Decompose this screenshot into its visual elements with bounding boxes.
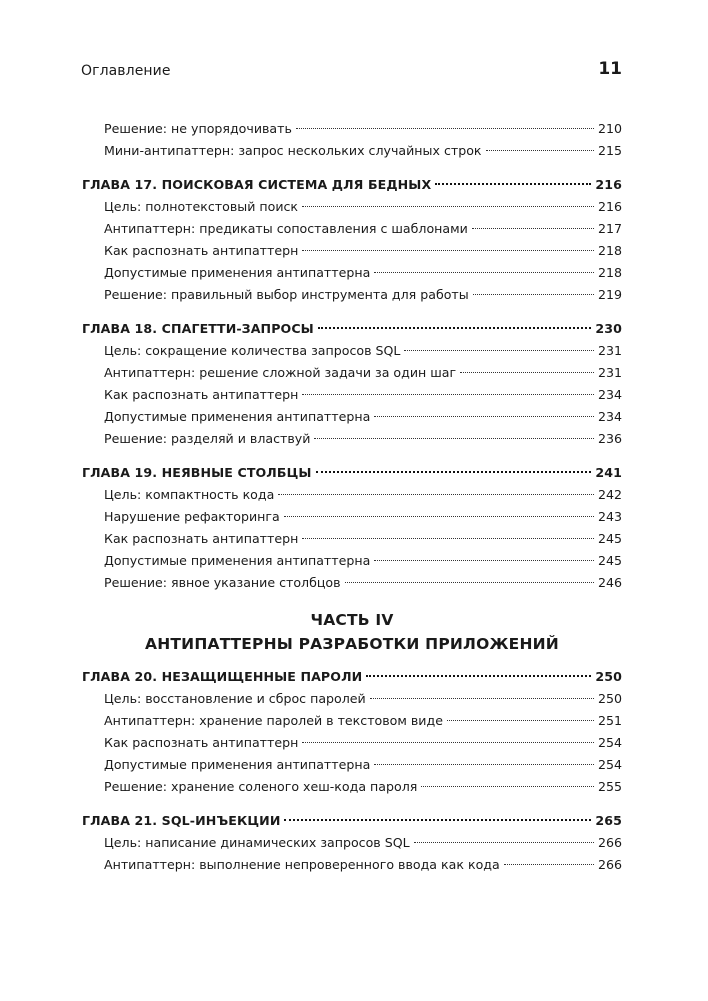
dot-leader bbox=[296, 128, 594, 129]
toc-entry bbox=[82, 484, 622, 506]
toc-entry bbox=[82, 572, 622, 594]
toc-entry bbox=[82, 406, 622, 428]
toc-entry bbox=[82, 776, 622, 798]
toc-entry-page: 242 bbox=[597, 487, 622, 502]
toc-entry-page: 210 bbox=[597, 121, 622, 136]
toc-entry-label: Антипаттерн: хранение паролей в текстовом виде bbox=[104, 713, 443, 728]
chapter-page: 250 bbox=[595, 669, 622, 684]
dot-leader bbox=[504, 864, 594, 865]
toc-entry bbox=[82, 550, 622, 572]
toc-entry-page: 266 bbox=[597, 857, 622, 872]
toc-entry-label: Антипаттерн: предикаты сопоставления с шаблонами bbox=[104, 221, 468, 236]
chapter-page: 241 bbox=[595, 465, 622, 480]
part-number: ЧАСТЬ IV bbox=[310, 611, 394, 629]
toc-entry-label: Решение: правильный выбор инструмента для работы bbox=[104, 287, 469, 302]
chapter-title: ГЛАВА 21. SQL-ИНЪЕКЦИИ bbox=[82, 813, 281, 828]
dot-leader bbox=[318, 327, 592, 329]
dot-leader bbox=[447, 720, 594, 721]
toc-entry bbox=[82, 528, 622, 550]
toc-entry bbox=[82, 262, 622, 284]
toc-entry-page: 254 bbox=[597, 735, 622, 750]
part-heading bbox=[82, 608, 622, 656]
toc-entry-page: 217 bbox=[597, 221, 622, 236]
toc-chapter-20 bbox=[82, 666, 622, 688]
page-number: 11 bbox=[598, 59, 622, 79]
dot-leader bbox=[302, 742, 594, 743]
dot-leader bbox=[486, 150, 594, 151]
toc-entry-label: Как распознать антипаттерн bbox=[104, 387, 299, 402]
dot-leader bbox=[302, 250, 594, 251]
toc-entry-page: 215 bbox=[597, 143, 622, 158]
toc-entry-label: Цель: полнотекстовый поиск bbox=[104, 199, 299, 214]
toc-chapter-21 bbox=[82, 810, 622, 832]
toc-entry bbox=[82, 196, 622, 218]
dot-leader bbox=[374, 272, 594, 273]
running-title: Оглавление bbox=[81, 63, 171, 79]
toc-entry-label: Допустимые применения антипаттерна bbox=[104, 553, 371, 568]
toc-entry-page: 254 bbox=[597, 757, 622, 772]
chapter-title: ГЛАВА 20. НЕЗАЩИЩЕННЫЕ ПАРОЛИ bbox=[82, 669, 363, 684]
toc-entry bbox=[82, 688, 622, 710]
toc-entry bbox=[82, 284, 622, 306]
toc-entry-label: Допустимые применения антипаттерна bbox=[104, 409, 371, 424]
dot-leader bbox=[473, 294, 594, 295]
dot-leader bbox=[414, 842, 594, 843]
toc-entry-page: 245 bbox=[597, 553, 622, 568]
toc-entry-page: 219 bbox=[597, 287, 622, 302]
toc-entry-label: Допустимые применения антипаттерна bbox=[104, 757, 371, 772]
dot-leader bbox=[366, 675, 591, 677]
toc-entry-page: 246 bbox=[597, 575, 622, 590]
dot-leader bbox=[284, 516, 594, 517]
toc-entry-page: 218 bbox=[597, 243, 622, 258]
toc-entry-label: Допустимые применения антипаттерна bbox=[104, 265, 371, 280]
dot-leader bbox=[345, 582, 594, 583]
toc-entry bbox=[82, 710, 622, 732]
dot-leader bbox=[370, 698, 594, 699]
chapter-title: ГЛАВА 17. ПОИСКОВАЯ СИСТЕМА ДЛЯ БЕДНЫХ bbox=[82, 177, 432, 192]
toc-chapter-18 bbox=[82, 318, 622, 340]
toc-entry-page: 251 bbox=[597, 713, 622, 728]
dot-leader bbox=[374, 560, 594, 561]
dot-leader bbox=[302, 394, 594, 395]
toc-entry-page: 245 bbox=[597, 531, 622, 546]
toc-entry bbox=[82, 118, 622, 140]
toc-entry bbox=[82, 362, 622, 384]
toc-entry bbox=[82, 428, 622, 450]
toc-entry-label: Нарушение рефакторинга bbox=[104, 509, 280, 524]
toc-entry bbox=[82, 340, 622, 362]
toc-entry-page: 218 bbox=[597, 265, 622, 280]
chapter-page: 265 bbox=[595, 813, 622, 828]
toc-entry-label: Решение: хранение соленого хеш-кода пароля bbox=[104, 779, 418, 794]
toc-chapter-19 bbox=[82, 462, 622, 484]
toc-entry-page: 236 bbox=[597, 431, 622, 446]
toc-entry-label: Решение: явное указание столбцов bbox=[104, 575, 341, 590]
dot-leader bbox=[302, 206, 594, 207]
toc-entry-page: 216 bbox=[597, 199, 622, 214]
dot-leader bbox=[278, 494, 594, 495]
toc-entry-label: Как распознать антипаттерн bbox=[104, 531, 299, 546]
toc-entry bbox=[82, 384, 622, 406]
toc-entry-label: Цель: компактность кода bbox=[104, 487, 275, 502]
dot-leader bbox=[421, 786, 594, 787]
chapter-title: ГЛАВА 19. НЕЯВНЫЕ СТОЛБЦЫ bbox=[82, 465, 312, 480]
toc-entry bbox=[82, 240, 622, 262]
chapter-page: 216 bbox=[595, 177, 622, 192]
dot-leader bbox=[460, 372, 594, 373]
dot-leader bbox=[302, 538, 594, 539]
toc-entry-label: Решение: не упорядочивать bbox=[104, 121, 292, 136]
toc-entry-page: 255 bbox=[597, 779, 622, 794]
toc-entry-page: 234 bbox=[597, 409, 622, 424]
dot-leader bbox=[435, 183, 591, 185]
toc-entry bbox=[82, 832, 622, 854]
toc-entry-label: Как распознать антипаттерн bbox=[104, 735, 299, 750]
dot-leader bbox=[374, 764, 594, 765]
toc-entry bbox=[82, 732, 622, 754]
toc-entry-label: Решение: разделяй и властвуй bbox=[104, 431, 311, 446]
toc-entry bbox=[82, 854, 622, 876]
dot-leader bbox=[316, 471, 592, 473]
toc-entry bbox=[82, 506, 622, 528]
dot-leader bbox=[284, 819, 591, 821]
toc-entry-label: Цель: сокращение количества запросов SQL bbox=[104, 343, 401, 358]
dot-leader bbox=[374, 416, 594, 417]
toc-entry-label: Антипаттерн: решение сложной задачи за один шаг bbox=[104, 365, 457, 380]
dot-leader bbox=[472, 228, 594, 229]
toc-entry-page: 234 bbox=[597, 387, 622, 402]
toc-entry bbox=[82, 140, 622, 162]
dot-leader bbox=[404, 350, 594, 351]
toc-entry-label: Цель: восстановление и сброс паролей bbox=[104, 691, 366, 706]
toc-entry-page: 231 bbox=[597, 365, 622, 380]
toc-chapter-17 bbox=[82, 174, 622, 196]
table-of-contents bbox=[82, 118, 622, 876]
toc-entry-label: Антипаттерн: выполнение непроверенного ввода как кода bbox=[104, 857, 500, 872]
toc-entry-page: 266 bbox=[597, 835, 622, 850]
toc-entry bbox=[82, 218, 622, 240]
toc-entry-label: Цель: написание динамических запросов SQL bbox=[104, 835, 410, 850]
toc-entry-page: 243 bbox=[597, 509, 622, 524]
chapter-title: ГЛАВА 18. СПАГЕТТИ-ЗАПРОСЫ bbox=[82, 321, 314, 336]
toc-entry-label: Как распознать антипаттерн bbox=[104, 243, 299, 258]
chapter-page: 230 bbox=[595, 321, 622, 336]
part-title: АНТИПАТТЕРНЫ РАЗРАБОТКИ ПРИЛОЖЕНИЙ bbox=[145, 635, 559, 653]
dot-leader bbox=[314, 438, 594, 439]
toc-entry-label: Мини-антипаттерн: запрос нескольких случайных строк bbox=[104, 143, 482, 158]
toc-entry-page: 231 bbox=[597, 343, 622, 358]
toc-entry-page: 250 bbox=[597, 691, 622, 706]
toc-entry bbox=[82, 754, 622, 776]
